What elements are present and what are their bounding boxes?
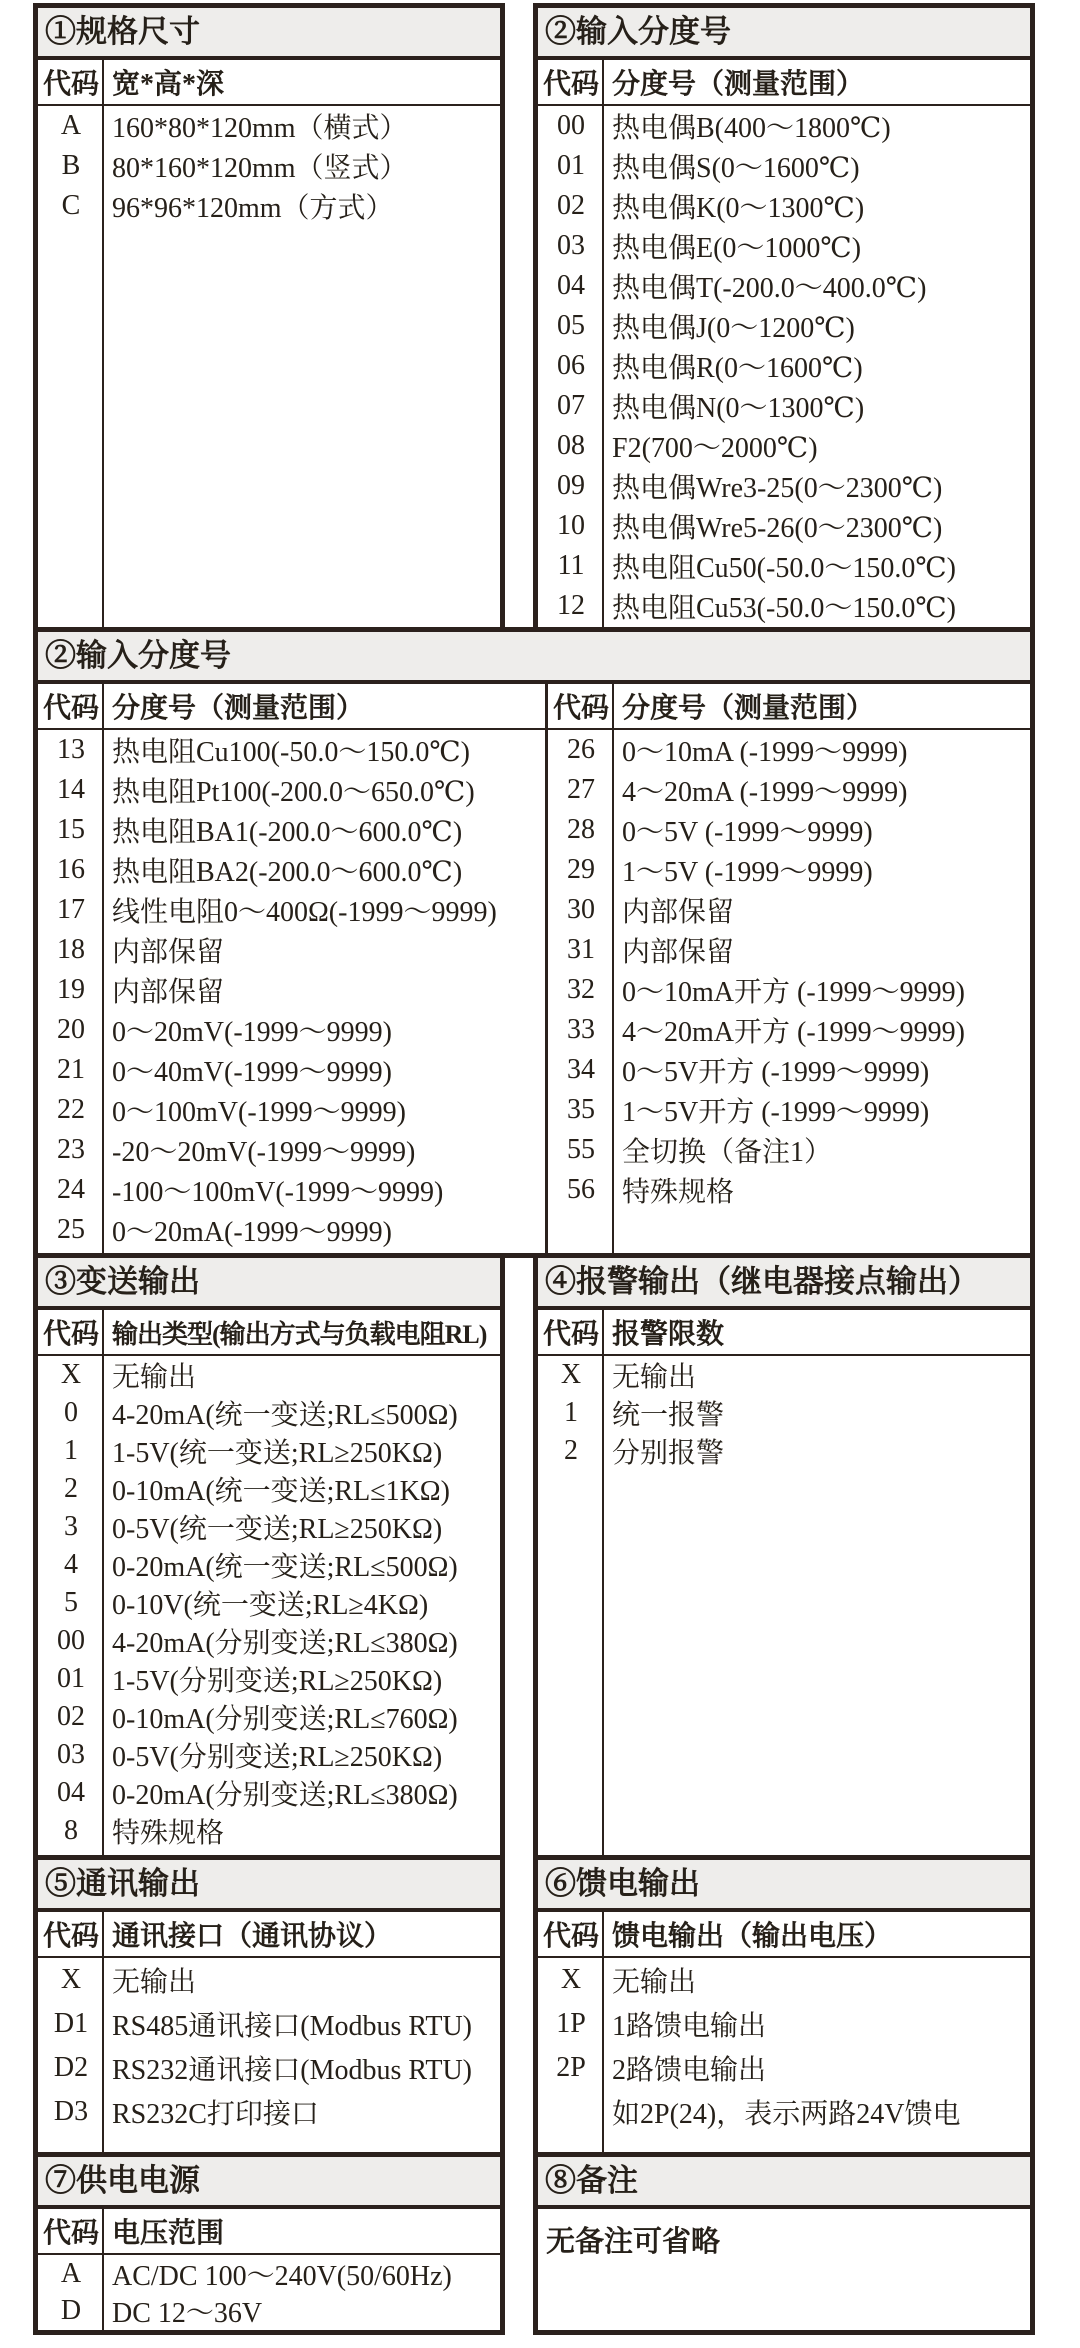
cell-desc: 全切换（备注1）: [622, 1137, 833, 1168]
cell-code: 32: [567, 974, 595, 1005]
cell-desc: 热电阻Cu53(-50.0～150.0℃): [612, 593, 956, 624]
section-title-spec: ①规格尺寸: [38, 8, 500, 60]
table-spec-size: [33, 3, 505, 632]
cell-code: D3: [53, 2096, 89, 2127]
header-code: 代码: [552, 693, 609, 724]
cell-code: 16: [57, 854, 85, 885]
table-row: [548, 770, 1030, 810]
table-row: [538, 266, 1030, 306]
cell-code: 20: [57, 1014, 85, 1045]
cell-code: 35: [567, 1094, 595, 1125]
table-header: [38, 1912, 500, 1958]
table-row: [548, 850, 1030, 890]
table-row: [38, 1432, 500, 1470]
table-header: [38, 1310, 500, 1356]
header-desc: 电压范围: [112, 2218, 225, 2249]
cell-desc: 线性电阻0～400Ω(-1999～9999): [112, 897, 497, 928]
cell-desc: 1～5V (-1999～9999): [622, 857, 873, 888]
cell-desc: 内部保留: [622, 937, 735, 968]
cell-desc: 热电偶N(0～1300℃): [612, 393, 865, 424]
table-row: [38, 106, 500, 146]
cell-desc: 热电偶T(-200.0～400.0℃): [612, 273, 927, 304]
table-row: [538, 2002, 1030, 2046]
cell-code: C: [61, 190, 81, 221]
table-row: [38, 186, 500, 226]
table-header: [38, 684, 545, 730]
table-row: [538, 1394, 1030, 1432]
cell-desc: -100～100mV(-1999～9999): [112, 1177, 444, 1208]
table-row: [38, 1356, 500, 1394]
column-divider: [102, 1912, 104, 2152]
cell-desc: RS232C打印接口: [112, 2099, 319, 2130]
cell-desc: 1路馈电输出: [612, 2011, 767, 2042]
cell-code: 21: [57, 1054, 85, 1085]
table-row: [38, 1050, 545, 1090]
table-row: [38, 930, 545, 970]
cell-desc: 1～5V开方 (-1999～9999): [622, 1097, 930, 1128]
cell-code: 03: [57, 1739, 85, 1770]
table-row: [38, 850, 545, 890]
cell-code: 34: [567, 1054, 595, 1085]
table-row: [538, 306, 1030, 346]
cell-code: 27: [567, 774, 595, 805]
cell-code: 17: [57, 894, 85, 925]
cell-desc: 无输出: [112, 1967, 197, 1998]
header-desc: 分度号（测量范围）: [612, 69, 865, 100]
header-code: 代码: [42, 1319, 99, 1350]
cell-code: 02: [57, 1701, 85, 1732]
table-row: [548, 730, 1030, 770]
cell-desc: 4-20mA(统一变送;RL≤500Ω): [112, 1400, 458, 1431]
cell-desc: 4-20mA(分别变送;RL≤380Ω): [112, 1628, 458, 1659]
cell-desc: 0-20mA(统一变送;RL≤500Ω): [112, 1552, 458, 1583]
cell-desc: 0～100mV(-1999～9999): [112, 1097, 406, 1128]
cell-desc: 0～10mA开方 (-1999～9999): [622, 977, 965, 1008]
table-row: [38, 1394, 500, 1432]
cell-code: X: [60, 1964, 82, 1995]
cell-code: 26: [567, 734, 595, 765]
cell-desc: 特殊规格: [622, 1177, 735, 1208]
table-row: [538, 146, 1030, 186]
cell-desc: 0～20mA(-1999～9999): [112, 1217, 392, 1248]
cell-code: 10: [557, 510, 585, 541]
cell-code: 07: [557, 390, 585, 421]
cell-desc: 内部保留: [112, 937, 225, 968]
table-row: [38, 2292, 500, 2329]
table-power-supply: [33, 2152, 505, 2335]
section-title-power: ⑦供电电源: [38, 2157, 500, 2209]
table-row: [538, 426, 1030, 466]
table-row: [548, 1010, 1030, 1050]
header-code: 代码: [42, 1921, 99, 1952]
cell-desc: 96*96*120mm（方式）: [112, 193, 394, 224]
cell-code: 05: [557, 310, 585, 341]
cell-desc: 4～20mA (-1999～9999): [622, 777, 908, 808]
cell-desc: DC 12～36V: [112, 2297, 263, 2329]
header-code: 代码: [42, 693, 99, 724]
table-row: [548, 890, 1030, 930]
column-divider: [102, 1310, 104, 1855]
table-row: [38, 1508, 500, 1546]
section-title-feed: ⑥馈电输出: [538, 1860, 1030, 1912]
cell-desc: RS232通讯接口(Modbus RTU): [112, 2055, 473, 2086]
column-divider: [612, 684, 614, 1253]
input-cont-right-group: [545, 684, 1030, 1253]
cell-desc: 0-10mA(分别变送;RL≤760Ω): [112, 1704, 458, 1735]
table-feed-output: [533, 1855, 1035, 2157]
cell-code: 06: [557, 350, 585, 381]
table-row: [38, 1470, 500, 1508]
table-row: [538, 2046, 1030, 2090]
table-header: [538, 1310, 1030, 1356]
cell-desc: 80*160*120mm（竖式）: [112, 153, 408, 184]
table-body: [38, 106, 500, 627]
cell-code: 1: [564, 1397, 578, 1428]
table-input-range-top: [533, 3, 1035, 632]
cell-desc: 无输出: [112, 1362, 197, 1393]
cell-code: B: [61, 150, 81, 181]
cell-desc: 热电偶E(0～1000℃): [612, 233, 862, 264]
cell-code: 5: [64, 1587, 78, 1618]
cell-desc: 无输出: [612, 1967, 697, 1998]
table-row: [38, 2002, 500, 2046]
section-title-alarm: ④报警输出（继电器接点输出）: [538, 1258, 1030, 1310]
table-row: [38, 1010, 545, 1050]
cell-code: 1P: [556, 2008, 586, 2039]
cell-desc: AC/DC 100～240V(50/60Hz): [112, 2260, 452, 2292]
cell-desc: 0-10mA(统一变送;RL≤1KΩ): [112, 1476, 450, 1507]
section-title-transmit: ③变送输出: [38, 1258, 500, 1310]
cell-code: 0: [64, 1397, 78, 1428]
section-title-comm: ⑤通讯输出: [38, 1860, 500, 1912]
table-row: [38, 1958, 500, 2002]
cell-desc: 1-5V(分别变送;RL≥250KΩ): [112, 1666, 443, 1697]
cell-desc: 热电阻Cu50(-50.0～150.0℃): [612, 553, 956, 584]
table-row: [38, 1130, 545, 1170]
section-title-input-cont: ②输入分度号: [38, 632, 1030, 684]
cell-code: 4: [64, 1549, 78, 1580]
cell-code: 12: [557, 590, 585, 621]
table-row: [548, 1090, 1030, 1130]
cell-code: 1: [64, 1435, 78, 1466]
column-divider: [602, 1310, 604, 1855]
cell-desc: 内部保留: [622, 897, 735, 928]
cell-desc: 0-10V(统一变送;RL≥4KΩ): [112, 1590, 429, 1621]
cell-code: X: [560, 1359, 582, 1390]
cell-code: 56: [567, 1174, 595, 1205]
table-row: [38, 1698, 500, 1736]
cell-code: 3: [64, 1511, 78, 1542]
cell-code: A: [60, 2257, 82, 2289]
cell-code: 23: [57, 1134, 85, 1165]
cell-code: 22: [57, 1094, 85, 1125]
table-row: [538, 1356, 1030, 1394]
cell-code: 02: [557, 190, 585, 221]
table-row: [548, 1170, 1030, 1210]
cell-code: 14: [57, 774, 85, 805]
cell-desc: 特殊规格: [112, 1818, 225, 1849]
cell-code: 25: [57, 1214, 85, 1245]
cell-desc: 4～20mA开方 (-1999～9999): [622, 1017, 965, 1048]
table-row: [548, 970, 1030, 1010]
table-body: [38, 1958, 500, 2152]
table-row: [38, 1170, 545, 1210]
cell-code: 31: [567, 934, 595, 965]
cell-code: 00: [557, 110, 585, 141]
cell-code: 03: [557, 230, 585, 261]
cell-desc: 160*80*120mm（横式）: [112, 113, 408, 144]
table-row: [38, 2090, 500, 2134]
table-row: [538, 186, 1030, 226]
header-code: 代码: [542, 69, 599, 100]
header-desc: 分度号（测量范围）: [112, 693, 365, 724]
table-row: [538, 586, 1030, 626]
table-body: [548, 730, 1030, 1253]
header-desc: 馈电输出（输出电压）: [612, 1921, 893, 1952]
table-body: [38, 730, 545, 1253]
cell-desc: 0～20mV(-1999～9999): [112, 1017, 392, 1048]
cell-desc: 热电偶Wre3-25(0～2300℃): [612, 473, 943, 504]
table-body: [538, 1958, 1030, 2152]
table-header: [538, 60, 1030, 106]
cell-desc: RS485通讯接口(Modbus RTU): [112, 2011, 473, 2042]
note-content: 无备注可省略: [546, 2226, 721, 2258]
column-divider: [102, 684, 104, 1253]
cell-code: X: [560, 1964, 582, 1995]
table-row: [38, 890, 545, 930]
cell-code: 04: [557, 270, 585, 301]
cell-code: 2: [64, 1473, 78, 1504]
section-title-input: ②输入分度号: [538, 8, 1030, 60]
cell-desc: 热电阻Pt100(-200.0～650.0℃): [112, 777, 475, 808]
table-row: [538, 506, 1030, 546]
cell-code: 08: [557, 430, 585, 461]
header-desc: 报警限数: [612, 1319, 725, 1350]
table-row: [38, 1736, 500, 1774]
cell-desc: 热电偶K(0～1300℃): [612, 193, 865, 224]
table-row: [38, 1812, 500, 1850]
cell-desc: 热电阻Cu100(-50.0～150.0℃): [112, 737, 470, 768]
input-cont-left-group: [38, 684, 545, 1253]
table-input-range-continued: [33, 627, 1035, 1258]
cell-desc: 热电偶R(0～1600℃): [612, 353, 863, 384]
cell-desc: 无输出: [612, 1362, 697, 1393]
column-divider: [602, 60, 604, 627]
cell-code: X: [60, 1359, 82, 1390]
table-transmit-output: [33, 1253, 505, 1860]
cell-desc: 0～5V (-1999～9999): [622, 817, 873, 848]
table-body: [538, 106, 1030, 627]
cell-code: 01: [557, 150, 585, 181]
table-row: [538, 226, 1030, 266]
cell-code: 30: [567, 894, 595, 925]
cell-code: 29: [567, 854, 595, 885]
table-header: [38, 60, 500, 106]
header-desc: 输出类型(输出方式与负载电阻RL): [112, 1319, 487, 1349]
header-code: 代码: [42, 69, 99, 100]
cell-desc: 热电偶S(0～1600℃): [612, 153, 860, 184]
cell-desc: 热电偶Wre5-26(0～2300℃): [612, 513, 943, 544]
cell-code: 18: [57, 934, 85, 965]
table-row: [38, 1622, 500, 1660]
column-divider: [102, 60, 104, 627]
table-row: [538, 466, 1030, 506]
table-row: [538, 1958, 1030, 2002]
table-header: [38, 2209, 500, 2255]
table-row: [38, 1660, 500, 1698]
table-row: [538, 346, 1030, 386]
table-body: [38, 1356, 500, 1855]
cell-desc: 热电阻BA2(-200.0～600.0℃): [112, 857, 463, 888]
table-row: [538, 106, 1030, 146]
cell-desc: 内部保留: [112, 977, 225, 1008]
table-body: [38, 2255, 500, 2330]
table-body: [538, 1356, 1030, 1855]
table-row: [538, 2090, 1030, 2134]
cell-code: 8: [64, 1815, 78, 1846]
cell-code: 15: [57, 814, 85, 845]
cell-code: 2: [564, 1435, 578, 1466]
cell-code: 2P: [556, 2052, 586, 2083]
header-code: 代码: [542, 1319, 599, 1350]
header-desc: 分度号（测量范围）: [622, 693, 875, 724]
header-code: 代码: [42, 2218, 99, 2249]
table-row: [38, 1774, 500, 1812]
cell-code: 11: [557, 550, 585, 581]
table-comm-output: [33, 1855, 505, 2157]
table-header: [538, 1912, 1030, 1958]
cell-desc: 0-20mA(分别变送;RL≤380Ω): [112, 1780, 458, 1811]
cell-code: 55: [567, 1134, 595, 1165]
cell-desc: F2(700～2000℃): [612, 433, 818, 464]
cell-desc: 0～5V开方 (-1999～9999): [622, 1057, 930, 1088]
cell-code: 19: [57, 974, 85, 1005]
cell-desc: 1-5V(统一变送;RL≥250KΩ): [112, 1438, 443, 1469]
table-row: [38, 1546, 500, 1584]
table-row: [38, 1090, 545, 1130]
cell-desc: 热电偶B(400～1800℃): [612, 113, 891, 144]
section-title-note: ⑧备注: [538, 2157, 1030, 2209]
cell-code: 09: [557, 470, 585, 501]
table-row: [548, 1130, 1030, 1170]
header-desc: 宽*高*深: [112, 69, 225, 100]
table-row: [38, 2255, 500, 2292]
table-row: [38, 1584, 500, 1622]
column-divider: [602, 1912, 604, 2152]
table-header: [548, 684, 1030, 730]
table-remarks: [533, 2152, 1035, 2335]
cell-desc: 0～40mV(-1999～9999): [112, 1057, 392, 1088]
cell-desc: 0-5V(分别变送;RL≥250KΩ): [112, 1742, 443, 1773]
table-row: [38, 1210, 545, 1250]
header-desc: 通讯接口（通讯协议）: [112, 1921, 393, 1952]
table-alarm-output: [533, 1253, 1035, 1860]
cell-desc: 2路馈电输出: [612, 2055, 767, 2086]
cell-code: 28: [567, 814, 595, 845]
cell-desc: 热电偶J(0～1200℃): [612, 313, 855, 344]
cell-desc: 统一报警: [612, 1400, 725, 1431]
cell-code: 04: [57, 1777, 85, 1808]
cell-code: D: [60, 2294, 82, 2326]
cell-desc: 热电阻BA1(-200.0～600.0℃): [112, 817, 463, 848]
column-divider: [102, 2209, 104, 2330]
table-row: [548, 810, 1030, 850]
cell-code: 33: [567, 1014, 595, 1045]
table-row: [38, 730, 545, 770]
table-row: [538, 386, 1030, 426]
header-code: 代码: [542, 1921, 599, 1952]
cell-desc: 如2P(24)，表示两路24V馈电: [612, 2099, 961, 2130]
table-row: [538, 1432, 1030, 1470]
table-row: [38, 146, 500, 186]
cell-code: A: [60, 110, 82, 141]
cell-code: 00: [57, 1625, 85, 1656]
cell-code: D1: [53, 2008, 89, 2039]
cell-code: 01: [57, 1663, 85, 1694]
table-row: [38, 810, 545, 850]
table-row: [38, 2046, 500, 2090]
cell-code: 24: [57, 1174, 85, 1205]
cell-desc: -20～20mV(-1999～9999): [112, 1137, 416, 1168]
table-row: [538, 546, 1030, 586]
table-row: [38, 770, 545, 810]
cell-code: 13: [57, 734, 85, 765]
table-row: [38, 970, 545, 1010]
table-row: [548, 1050, 1030, 1090]
cell-desc: 0-5V(统一变送;RL≥250KΩ): [112, 1514, 443, 1545]
cell-desc: 分别报警: [612, 1438, 725, 1469]
cell-code: D2: [53, 2052, 89, 2083]
table-row: [548, 930, 1030, 970]
cell-desc: 0～10mA (-1999～9999): [622, 737, 908, 768]
